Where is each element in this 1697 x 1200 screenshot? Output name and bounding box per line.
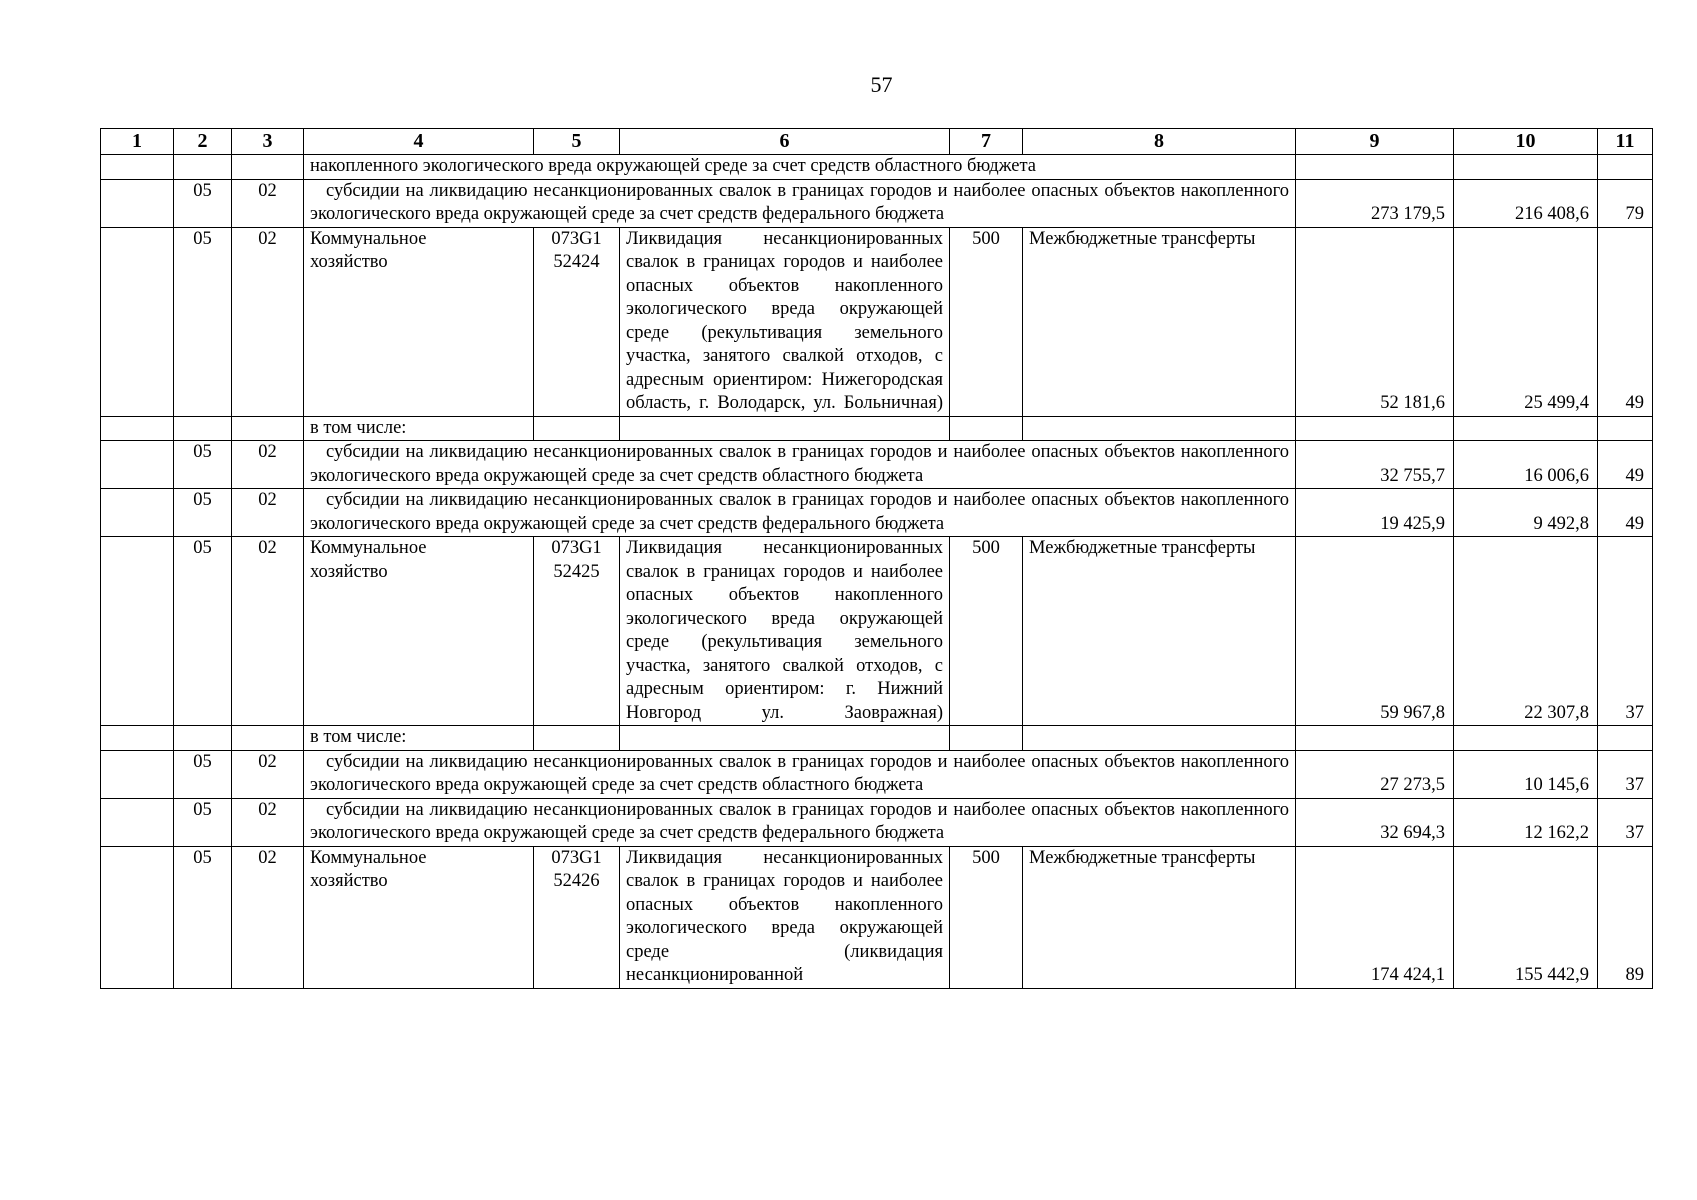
row-description: субсидии на ликвидацию несанкционированных свалок в границах городов и наиболее опасных объектов накопленного экологического вреда окружающей среде за счет средств федерального бюджета	[304, 489, 1296, 537]
expense-type-code: 500	[950, 537, 1023, 726]
table-row	[101, 489, 1653, 537]
amount-col9: 27 273,5	[1296, 750, 1454, 798]
value-col11: 89	[1598, 846, 1653, 988]
value-col11: 49	[1598, 441, 1653, 489]
amount-col10: 216 408,6	[1454, 179, 1598, 227]
table-row	[101, 537, 1653, 726]
header-row	[101, 129, 1653, 155]
col-header-11: 11	[1598, 129, 1653, 155]
expense-type-name: Межбюджетные трансферты	[1023, 846, 1296, 988]
target-description: Ликвидация несанкционированных свалок в границах городов и наиболее опасных объектов накопленного экологического вреда окружающей среде (рекультивация земельного участка, занятого свалкой отходов, с адресным ориентиром: Нижегородская область, г. Володарск, ул. Больничная)	[620, 227, 950, 416]
col-header-10: 10	[1454, 129, 1598, 155]
subsection-code: 02	[232, 227, 304, 416]
amount-col10: 10 145,6	[1454, 750, 1598, 798]
including-label: в том числе:	[304, 416, 534, 441]
subsection-code: 02	[232, 489, 304, 537]
col-header-7: 7	[950, 129, 1023, 155]
subsection-code: 02	[232, 846, 304, 988]
amount-col10: 12 162,2	[1454, 798, 1598, 846]
subsection-code: 02	[232, 750, 304, 798]
section-code: 05	[174, 489, 232, 537]
amount-col10: 155 442,9	[1454, 846, 1598, 988]
expense-type-code: 500	[950, 846, 1023, 988]
table-row	[101, 846, 1653, 988]
subsection-code: 02	[232, 441, 304, 489]
table-row	[101, 798, 1653, 846]
subsection-code: 02	[232, 537, 304, 726]
page-number: 57	[870, 72, 893, 97]
table-row	[101, 227, 1653, 416]
col-header-1: 1	[101, 129, 174, 155]
section-code: 05	[174, 227, 232, 416]
table-row	[101, 179, 1653, 227]
amount-col9: 32 755,7	[1296, 441, 1454, 489]
amount-col10: 9 492,8	[1454, 489, 1598, 537]
col-header-8: 8	[1023, 129, 1296, 155]
value-col11: 79	[1598, 179, 1653, 227]
amount-col10: 25 499,4	[1454, 227, 1598, 416]
budget-table	[100, 128, 1653, 989]
amount-col9: 32 694,3	[1296, 798, 1454, 846]
col-header-4: 4	[304, 129, 534, 155]
section-name: Коммунальное хозяйство	[304, 846, 534, 988]
value-col11: 37	[1598, 798, 1653, 846]
table-row	[101, 441, 1653, 489]
target-description: Ликвидация несанкционированных свалок в границах городов и наиболее опасных объектов накопленного экологического вреда окружающей среде (рекультивация земельного участка, занятого свалкой отходов, с адресным ориентиром: г. Нижний Новгород ул. Заовражная)	[620, 537, 950, 726]
target-code: 073G1 52424	[534, 227, 620, 416]
table-row	[101, 155, 1653, 180]
section-code: 05	[174, 846, 232, 988]
amount-col9: 52 181,6	[1296, 227, 1454, 416]
subsection-code: 02	[232, 179, 304, 227]
amount-col10: 16 006,6	[1454, 441, 1598, 489]
amount-col9: 174 424,1	[1296, 846, 1454, 988]
col-header-9: 9	[1296, 129, 1454, 155]
row-description: субсидии на ликвидацию несанкционированных свалок в границах городов и наиболее опасных объектов накопленного экологического вреда окружающей среде за счет средств областного бюджета	[304, 441, 1296, 489]
section-code: 05	[174, 798, 232, 846]
target-code: 073G1 52426	[534, 846, 620, 988]
row-description: субсидии на ликвидацию несанкционированных свалок в границах городов и наиболее опасных объектов накопленного экологического вреда окружающей среде за счет средств федерального бюджета	[304, 179, 1296, 227]
expense-type-name: Межбюджетные трансферты	[1023, 537, 1296, 726]
value-col11: 37	[1598, 750, 1653, 798]
section-code: 05	[174, 441, 232, 489]
value-col11: 37	[1598, 537, 1653, 726]
table-row	[101, 416, 1653, 441]
row-description: субсидии на ликвидацию несанкционированных свалок в границах городов и наиболее опасных объектов накопленного экологического вреда окружающей среде за счет средств областного бюджета	[304, 750, 1296, 798]
subsection-code: 02	[232, 798, 304, 846]
section-name: Коммунальное хозяйство	[304, 537, 534, 726]
col-header-2: 2	[174, 129, 232, 155]
section-name: Коммунальное хозяйство	[304, 227, 534, 416]
expense-type-code: 500	[950, 227, 1023, 416]
section-code: 05	[174, 537, 232, 726]
section-code: 05	[174, 179, 232, 227]
amount-col10: 22 307,8	[1454, 537, 1598, 726]
including-label: в том числе:	[304, 726, 534, 751]
amount-col9: 273 179,5	[1296, 179, 1454, 227]
value-col11: 49	[1598, 489, 1653, 537]
target-code: 073G1 52425	[534, 537, 620, 726]
value-col11: 49	[1598, 227, 1653, 416]
target-description: Ликвидация несанкционированных свалок в границах городов и наиболее опасных объектов накопленного экологического вреда окружающей среде (ликвидация несанкционированной	[620, 846, 950, 988]
table-row	[101, 726, 1653, 751]
amount-col9: 59 967,8	[1296, 537, 1454, 726]
table-row	[101, 750, 1653, 798]
col-header-3: 3	[232, 129, 304, 155]
col-header-5: 5	[534, 129, 620, 155]
expense-type-name: Межбюджетные трансферты	[1023, 227, 1296, 416]
amount-col9: 19 425,9	[1296, 489, 1454, 537]
section-code: 05	[174, 750, 232, 798]
col-header-6: 6	[620, 129, 950, 155]
row-description: накопленного экологического вреда окружающей среде за счет средств областного бюджета	[304, 155, 1296, 180]
row-description: субсидии на ликвидацию несанкционированных свалок в границах городов и наиболее опасных объектов накопленного экологического вреда окружающей среде за счет средств федерального бюджета	[304, 798, 1296, 846]
